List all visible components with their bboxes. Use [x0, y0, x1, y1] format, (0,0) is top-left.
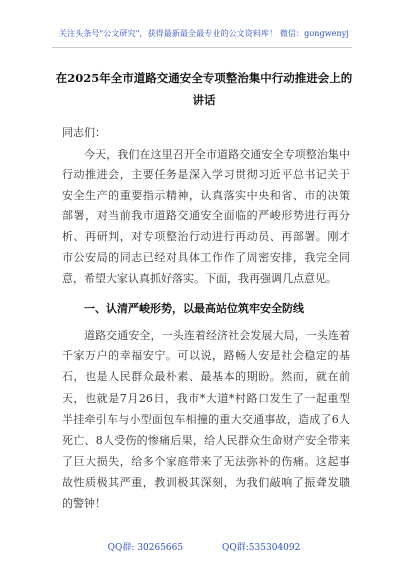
paragraph2-line: 石，也是人民群众最朴素、最基本的期盼。然而，就在前 [62, 370, 350, 383]
section-heading-1: 一、认清严峻形势，以最高站位筑牢安全防线 [84, 302, 304, 315]
paragraph2-line: 千家万户的幸福安宁。可以说，路畅人安是社会稳定的基 [62, 349, 350, 362]
paragraph2-line: 的警钟！ [62, 497, 106, 510]
footer-qq-group-2[interactable]: QQ群:535304092 [222, 543, 301, 553]
paragraph2-line: 了巨大损失，给多个家庭带来了无法弥补的伤痛。这起事 [62, 455, 350, 468]
paragraph2-line: 道路交通安全，一头连着经济社会发展大局，一头连着 [84, 329, 350, 342]
document-title-line1: 在2025年全市道路交通安全专项整治集中行动推进会上的 [55, 71, 353, 85]
salutation: 同志们： [62, 126, 106, 139]
paragraph1-line: 今天，我们在这里召开全市道路交通安全专项整治集中 [84, 148, 350, 161]
paragraph1-line: 市公安局的同志已经对具体工作作了周密安排，我完全同 [62, 251, 350, 264]
paragraph1-line: 意，希望大家认真抓好落实。下面，我再强调几点意见。 [62, 272, 337, 285]
paragraph2-line: 死亡、8人受伤的惨痛后果，给人民群众生命财产安全带来 [62, 434, 350, 447]
paragraph1-line: 部署，对当前我市道路交通安全面临的严峻形势进行再分 [62, 209, 350, 222]
paragraph2-line: 故性质极其严重，教训极其深刻，为我们敲响了振聋发聩 [62, 476, 350, 489]
header-divider [52, 47, 352, 48]
paragraph1-line: 析、再研判，对专项整治行动进行再动员、再部署。刚才 [62, 230, 350, 243]
paragraph2-line: 天，也就是7月26日，我市*大道*村路口发生了一起重型 [62, 392, 350, 405]
footer-contacts [0, 540, 408, 553]
paragraph1-line: 安全生产的重要指示精神，认真落实中央和省、市的决策 [62, 189, 350, 202]
paragraph2-line: 半挂牵引车与小型面包车相撞的重大交通事故，造成了6人 [62, 413, 350, 426]
document-title-line2: 讲话 [192, 93, 216, 107]
footer-qq-group-1[interactable]: QQ群: 30265665 [107, 543, 184, 553]
paragraph1-line: 行动推进会，主要任务是深入学习贯彻习近平总书记关于 [62, 168, 350, 181]
header-banner: 关注头条号"公文研究"，获得最新最全最专业的公文资料库！ 微信：gongwenyj [59, 29, 349, 38]
